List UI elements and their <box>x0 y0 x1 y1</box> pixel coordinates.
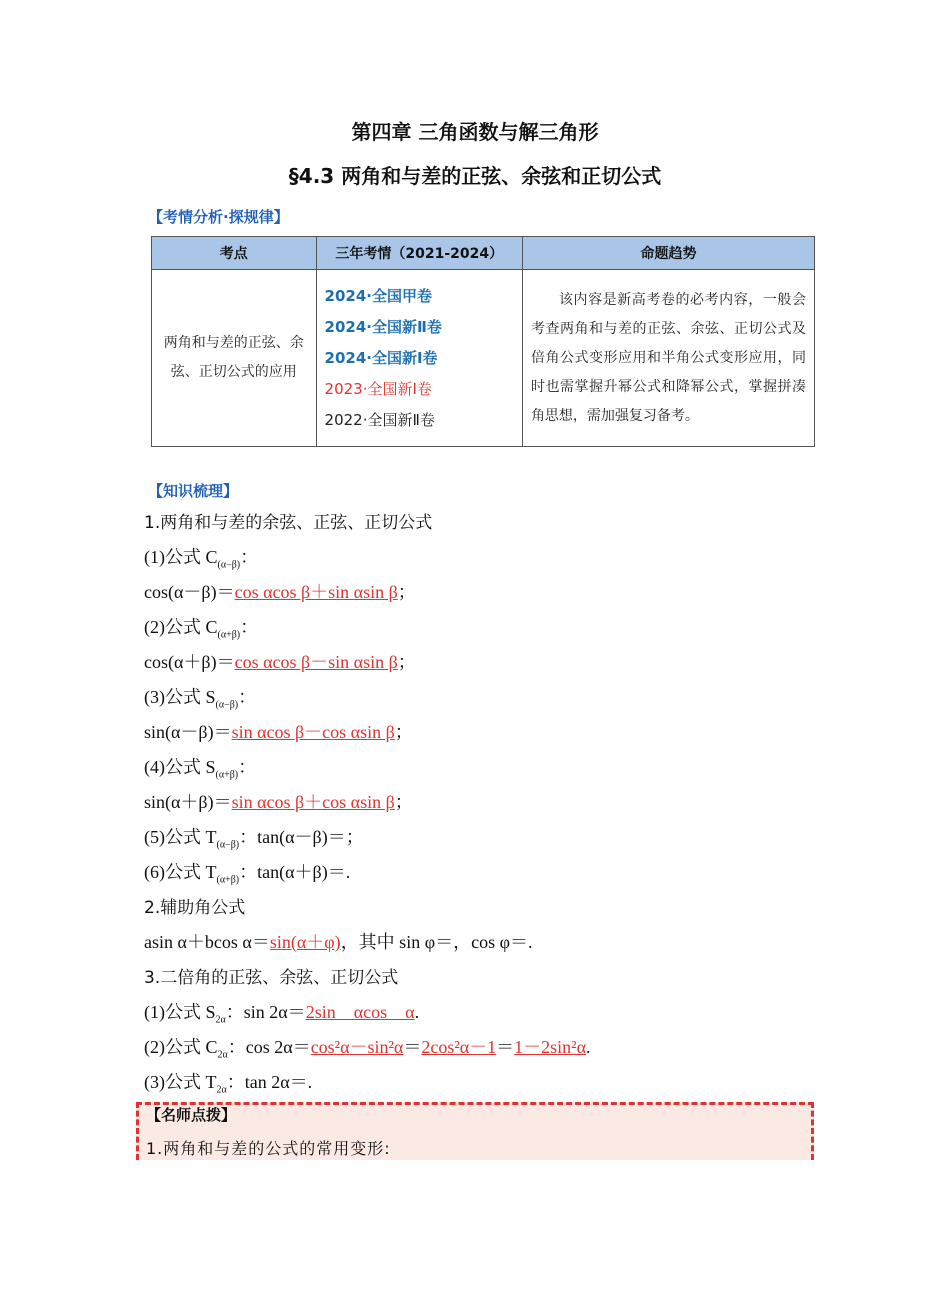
formula-4-label: (4)公式 $S_{(\alpha+\beta)}$： <box>144 757 257 781</box>
chapter-title: 第四章 三角函数与解三角形 <box>351 120 599 144</box>
exam-analysis-table <box>151 236 815 447</box>
formula-2-label: (2)公式 $C_{(\alpha+\beta)}$： <box>144 617 259 641</box>
formula-2: cos(α＋β)＝cos αcos β－sin αsin β； <box>144 652 416 672</box>
trend-cell: 该内容是新高考卷的必考内容，一般会考查两角和与差的正弦、余弦、正切公式及倍角公式变形应用和半角公式变形应用，同时也需掌握升幂公式和降幂公式，掌握拼凑角思想，需加强复习备考。 <box>522 270 814 447</box>
formula-3: sin(α－β)＝sin αcos β－cos αsin β； <box>144 722 413 742</box>
answer-blank: 1－2sin²α <box>514 1037 587 1057</box>
formula-1: cos(α－β)＝cos αcos β＋sin αsin β； <box>144 582 416 602</box>
years-cell <box>316 270 522 447</box>
double-angle-cos: (2)公式 $C_{2\alpha}$：cos 2α＝cos²α－sin²α＝2cos²α－1＝1－2sin²α. <box>144 1037 591 1061</box>
formula-5: (5)公式 $T_{(\alpha-\beta)}$：tan(α－β)＝； <box>144 827 364 851</box>
topic-cell: 两角和与差的正弦、余弦、正切公式的应用 <box>152 270 317 447</box>
header-years: 三年考情（2021-2024） <box>316 237 522 270</box>
knowledge-label: 【知识梳理】 <box>148 482 239 500</box>
answer-blank: cos²α－sin²α <box>310 1037 404 1057</box>
year-item: 2024·全国新Ⅱ卷 <box>324 317 442 336</box>
answer-blank: 2cos²α－1 <box>421 1037 497 1057</box>
heading-3: 3.二倍角的正弦、余弦、正切公式 <box>144 968 399 988</box>
section-title: §4.3 两角和与差的正弦、余弦和正切公式 <box>288 164 662 188</box>
header-trend: 命题趋势 <box>522 237 814 270</box>
formula-1-label: (1)公式 $C_{(\alpha-\beta)}$： <box>144 547 259 571</box>
answer-blank: cos αcos β＋sin αsin β <box>234 582 398 602</box>
answer-blank: sin αcos β＋cos αsin β <box>231 792 395 812</box>
auxiliary-formula: asin α＋bcos α＝sin(α＋φ)，其中 sin φ＝，cos φ＝. <box>144 932 533 952</box>
formula-3-label: (3)公式 $S_{(\alpha-\beta)}$： <box>144 687 257 711</box>
formula-6: (6)公式 $T_{(\alpha+\beta)}$：tan(α＋β)＝. <box>144 862 351 886</box>
header-topic: 考点 <box>152 237 317 270</box>
year-item: 2023·全国新Ⅰ卷 <box>324 379 432 398</box>
year-item: 2024·全国甲卷 <box>324 286 432 305</box>
table-header-row <box>152 237 815 270</box>
heading-2: 2.辅助角公式 <box>144 898 246 918</box>
exam-analysis-label: 【考情分析·探规律】 <box>148 208 289 226</box>
double-angle-sin: (1)公式 $S_{2\alpha}$：sin 2α＝2sin αcos α. <box>144 1002 420 1026</box>
tip-line: 1.两角和与差的公式的常用变形: <box>146 1139 391 1158</box>
answer-blank: sin(α＋φ) <box>269 932 341 952</box>
answer-blank: 2sin αcos α <box>305 1002 415 1022</box>
table-row <box>152 270 815 447</box>
year-item: 2022·全国新Ⅱ卷 <box>324 410 435 429</box>
formula-4: sin(α＋β)＝sin αcos β＋cos αsin β； <box>144 792 413 812</box>
answer-blank: sin αcos β－cos αsin β <box>231 722 395 742</box>
heading-1: 1.两角和与差的余弦、正弦、正切公式 <box>144 513 433 533</box>
tip-label: 【名师点拨】 <box>146 1106 237 1124</box>
year-item: 2024·全国新Ⅰ卷 <box>324 348 438 367</box>
answer-blank: cos αcos β－sin αsin β <box>234 652 398 672</box>
double-angle-tan: (3)公式 $T_{2\alpha}$：tan 2α＝. <box>144 1072 313 1096</box>
